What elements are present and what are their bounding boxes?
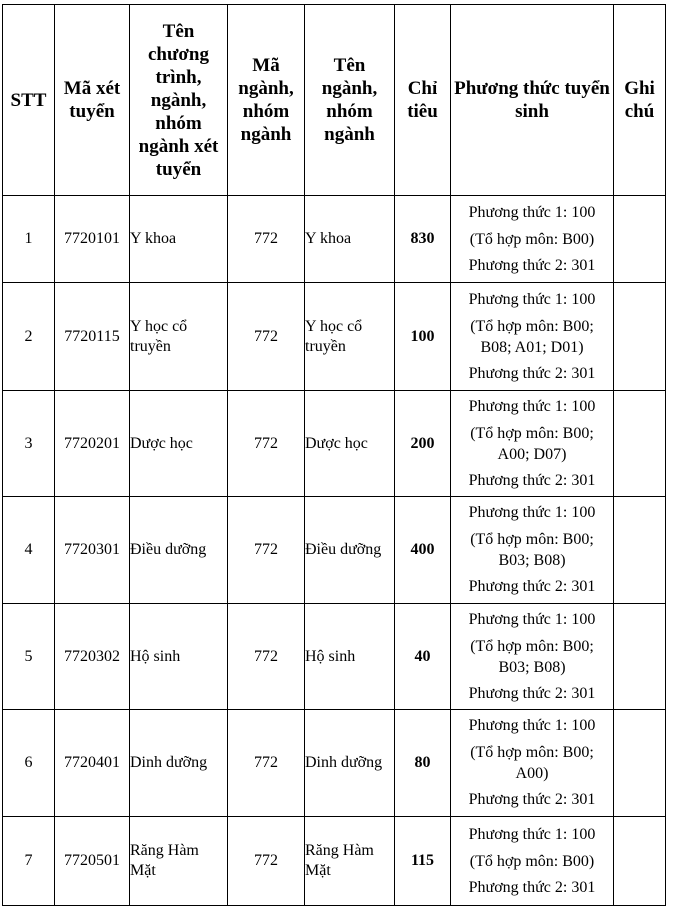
cell-ma-xet-tuyen: 7720401 xyxy=(55,710,130,817)
cell-ghi-chu xyxy=(614,710,666,817)
admissions-table xyxy=(2,4,666,906)
header-stt: STT xyxy=(3,5,55,196)
cell-ten-nganh: Hộ sinh xyxy=(305,604,395,710)
cell-ten-nganh: Dinh dưỡng xyxy=(305,710,395,817)
table-row xyxy=(3,497,666,604)
cell-ma-xet-tuyen: 7720301 xyxy=(55,497,130,604)
cell-ma-nganh: 772 xyxy=(228,196,305,283)
method-1: Phương thức 1: 100 xyxy=(468,504,596,521)
header-ma-nganh: Mã ngành, nhóm ngành xyxy=(228,5,305,196)
method-1: Phương thức 1: 100 xyxy=(468,290,596,308)
header-ma-xet-tuyen: Mã xét tuyển xyxy=(55,5,130,196)
method-2: Phương thức 2: 301 xyxy=(468,364,596,382)
method-1: Phương thức 1: 100 xyxy=(468,717,596,734)
header-row xyxy=(3,5,666,196)
cell-ghi-chu xyxy=(614,817,666,906)
header-ghi-chu: Ghi chú xyxy=(614,5,666,196)
cell-ten-nganh: Điều dưỡng xyxy=(305,497,395,604)
cell-stt: 6 xyxy=(3,710,55,817)
method-1: Phương thức 1: 100 xyxy=(468,610,596,628)
combo-line: B03; B08) xyxy=(498,552,566,569)
method-1: Phương thức 1: 100 xyxy=(468,825,596,843)
method-1: Phương thức 1: 100 xyxy=(468,203,596,221)
cell-chi-tieu: 200 xyxy=(395,391,451,497)
cell-ma-xet-tuyen: 7720115 xyxy=(55,283,130,391)
table-row xyxy=(3,817,666,906)
cell-ma-xet-tuyen: 7720101 xyxy=(55,196,130,283)
cell-ma-xet-tuyen: 7720201 xyxy=(55,391,130,497)
cell-chi-tieu: 830 xyxy=(395,196,451,283)
cell-stt: 7 xyxy=(3,817,55,906)
cell-ma-nganh: 772 xyxy=(228,283,305,391)
cell-ma-nganh: 772 xyxy=(228,604,305,710)
cell-ten-nganh: Y học cổ truyền xyxy=(305,283,395,391)
cell-ma-nganh: 772 xyxy=(228,497,305,604)
cell-ghi-chu xyxy=(614,283,666,391)
method-2: Phương thức 2: 301 xyxy=(468,471,596,489)
cell-ma-nganh: 772 xyxy=(228,817,305,906)
method-2: Phương thức 2: 301 xyxy=(468,578,596,595)
header-ten-nganh: Tên ngành, nhóm ngành xyxy=(305,5,395,196)
combo-line: B08; A01; D01) xyxy=(480,338,584,356)
combo-line: (Tổ hợp môn: B00; xyxy=(470,531,594,548)
cell-ten-chuong-trinh: Y học cổ truyền xyxy=(130,283,228,391)
cell-ghi-chu xyxy=(614,604,666,710)
cell-ten-chuong-trinh: Hộ sinh xyxy=(130,604,228,710)
cell-ghi-chu xyxy=(614,196,666,283)
cell-ten-nganh: Y khoa xyxy=(305,196,395,283)
cell-phuong-thuc xyxy=(451,710,614,817)
cell-ghi-chu xyxy=(614,497,666,604)
method-1: Phương thức 1: 100 xyxy=(468,397,596,415)
header-chi-tieu: Chỉ tiêu xyxy=(395,5,451,196)
cell-phuong-thuc xyxy=(451,196,614,283)
method-2: Phương thức 2: 301 xyxy=(468,878,596,896)
cell-phuong-thuc xyxy=(451,283,614,391)
table-row xyxy=(3,196,666,283)
cell-stt: 5 xyxy=(3,604,55,710)
cell-chi-tieu: 40 xyxy=(395,604,451,710)
cell-stt: 2 xyxy=(3,283,55,391)
combo-line: (Tổ hợp môn: B00; xyxy=(470,744,594,761)
cell-ten-chuong-trinh: Răng Hàm Mặt xyxy=(130,817,228,906)
combo-line: (Tổ hợp môn: B00; xyxy=(470,317,594,335)
method-2: Phương thức 2: 301 xyxy=(468,791,596,808)
cell-phuong-thuc xyxy=(451,817,614,906)
cell-chi-tieu: 80 xyxy=(395,710,451,817)
cell-ma-xet-tuyen: 7720302 xyxy=(55,604,130,710)
cell-ten-chuong-trinh: Dinh dưỡng xyxy=(130,710,228,817)
cell-stt: 3 xyxy=(3,391,55,497)
cell-ma-nganh: 772 xyxy=(228,710,305,817)
header-ten-chuong-trinh: Tên chương trình, ngành, nhóm ngành xét tuyển xyxy=(130,5,228,196)
table-row xyxy=(3,391,666,497)
cell-phuong-thuc xyxy=(451,604,614,710)
header-phuong-thuc: Phương thức tuyển sinh xyxy=(451,5,614,196)
table-row xyxy=(3,710,666,817)
combo-line: B03; B08) xyxy=(498,658,566,676)
table-row xyxy=(3,283,666,391)
cell-ma-xet-tuyen: 7720501 xyxy=(55,817,130,906)
method-2: Phương thức 2: 301 xyxy=(468,684,596,702)
combo-line: (Tổ hợp môn: B00; xyxy=(470,424,594,442)
cell-ten-chuong-trinh: Y khoa xyxy=(130,196,228,283)
table-row xyxy=(3,604,666,710)
cell-chi-tieu: 100 xyxy=(395,283,451,391)
combo-line: A00; D07) xyxy=(497,445,567,463)
cell-ten-nganh: Răng Hàm Mặt xyxy=(305,817,395,906)
cell-ghi-chu xyxy=(614,391,666,497)
cell-chi-tieu: 115 xyxy=(395,817,451,906)
cell-ten-nganh: Dược học xyxy=(305,391,395,497)
cell-ten-chuong-trinh: Dược học xyxy=(130,391,228,497)
cell-stt: 4 xyxy=(3,497,55,604)
combo-line: (Tổ hợp môn: B00) xyxy=(469,230,595,248)
cell-phuong-thuc xyxy=(451,497,614,604)
combo-line: A00) xyxy=(515,765,549,782)
cell-ten-chuong-trinh: Điều dưỡng xyxy=(130,497,228,604)
combo-line: (Tổ hợp môn: B00) xyxy=(469,852,595,870)
combo-line: (Tổ hợp môn: B00; xyxy=(470,637,594,655)
cell-phuong-thuc xyxy=(451,391,614,497)
cell-chi-tieu: 400 xyxy=(395,497,451,604)
method-2: Phương thức 2: 301 xyxy=(468,256,596,274)
cell-stt: 1 xyxy=(3,196,55,283)
cell-ma-nganh: 772 xyxy=(228,391,305,497)
